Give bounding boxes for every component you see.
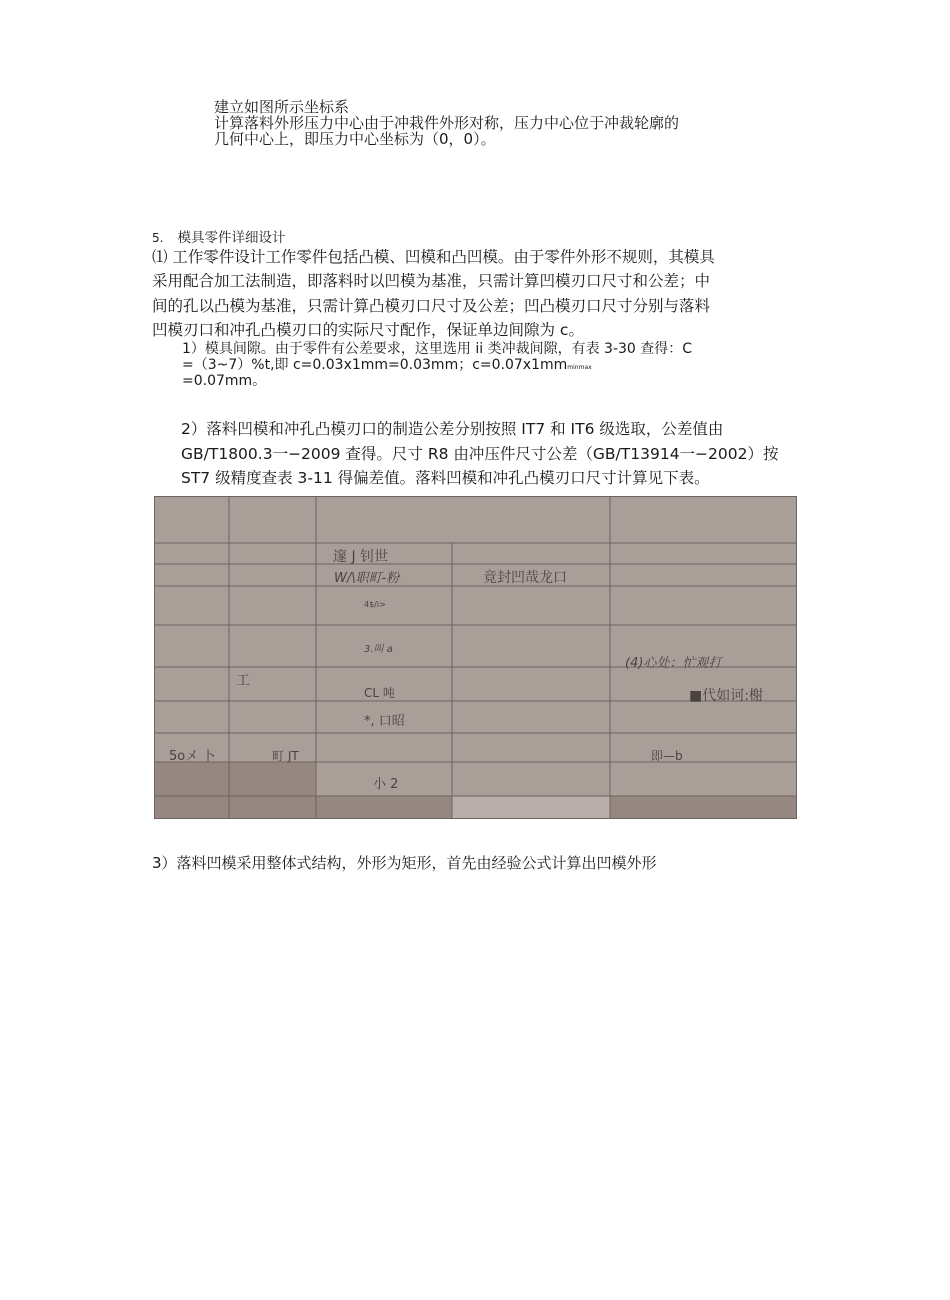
table-dark-cell-left-bottom bbox=[154, 796, 316, 819]
table-cell-8: CL 吨 bbox=[364, 686, 395, 700]
para1-line-1: ⑴ 工作零件设计工作零件包括凸模、凹模和凸凹模。由于零件外形不规则，其模具 bbox=[152, 248, 715, 266]
table-cell-4: 4$/i> bbox=[364, 600, 386, 609]
table-cell-2: W/\职町-粉 bbox=[334, 571, 400, 586]
dimension-table bbox=[154, 496, 797, 819]
para2-line-1: 1）模具间隙。由于零件有公差要求，这里选用 ii 类冲裁间隙，有表 3-30 查得：C bbox=[182, 341, 693, 357]
table-dark-cell-left bbox=[154, 762, 316, 796]
table-cell-1: 邃 J 钊世 bbox=[333, 549, 389, 565]
table-dark-cell-mid bbox=[316, 796, 452, 819]
para2-line-3: =0.07mm。 bbox=[182, 373, 267, 389]
para2-line-2-main: =（3~7）%t,即 c=0.03x1mm=0.03mm；c=0.07x1mm bbox=[182, 357, 568, 373]
table-cell-3: 竟封凹哉龙口 bbox=[483, 570, 567, 586]
intro-line-1: 建立如图所示坐标系 bbox=[214, 98, 350, 116]
para1-line-4: 凹模刃口和冲孔凸模刃口的实际尺寸配作，保证单边间隙为 c。 bbox=[152, 321, 584, 339]
table-cell-11: 5oメ 卜 bbox=[169, 749, 216, 764]
intro-line-3: 几何中心上，即压力中心坐标为（0，0）。 bbox=[214, 130, 496, 148]
table-cell-6: (4)心处：忙观打 bbox=[625, 656, 722, 671]
section-number: 5. bbox=[152, 231, 164, 245]
table-dark-cell-right bbox=[610, 796, 797, 819]
table-cell-14: 小 2 bbox=[373, 777, 399, 792]
section-title bbox=[152, 226, 285, 246]
table-cell-9: ■代如诃:榭 bbox=[689, 688, 763, 704]
table-cell-5: 3.叫 a bbox=[364, 644, 393, 655]
para1-line-2: 采用配合加工法制造，即落料时以凹模为基准，只需计算凹模刃口尺寸和公差；中 bbox=[152, 272, 711, 290]
para4-line: 3）落料凹模采用整体式结构，外形为矩形，首先由经验公式计算出凹模外形 bbox=[152, 854, 657, 872]
para3-line-1: 2）落料凹模和冲孔凸模刃口的制造公差分别按照 IT7 和 IT6 级选取，公差值由 bbox=[181, 420, 724, 438]
section-heading: 模具零件详细设计 bbox=[177, 230, 286, 246]
para3-line-2: GB/T1800.3一−2009 查得。尺寸 R8 由冲压件尺寸公差（GB/T13914一−2002）按 bbox=[181, 445, 779, 463]
para2-line-2-sub: minmax bbox=[567, 364, 592, 371]
para3-line-3: ST7 级精度查表 3-11 得偏差值。落料凹模和冲孔凸模刃口尺寸计算见下表。 bbox=[181, 469, 710, 487]
table-cell-12: 町 JT bbox=[272, 749, 299, 763]
table-cell-13: 即—b bbox=[651, 749, 683, 763]
table-cell-10: *, 口昭 bbox=[364, 714, 405, 729]
para1-line-3: 间的孔以凸模为基准，只需计算凸模刃口尺寸及公差；凹凸模刃口尺寸分别与落料 bbox=[152, 297, 711, 315]
table-light-cell bbox=[452, 796, 610, 819]
table-cell-7: 工 bbox=[236, 673, 250, 689]
intro-line-2: 计算落料外形压力中心由于冲栽件外形对称，压力中心位于冲裁轮廓的 bbox=[214, 114, 680, 132]
